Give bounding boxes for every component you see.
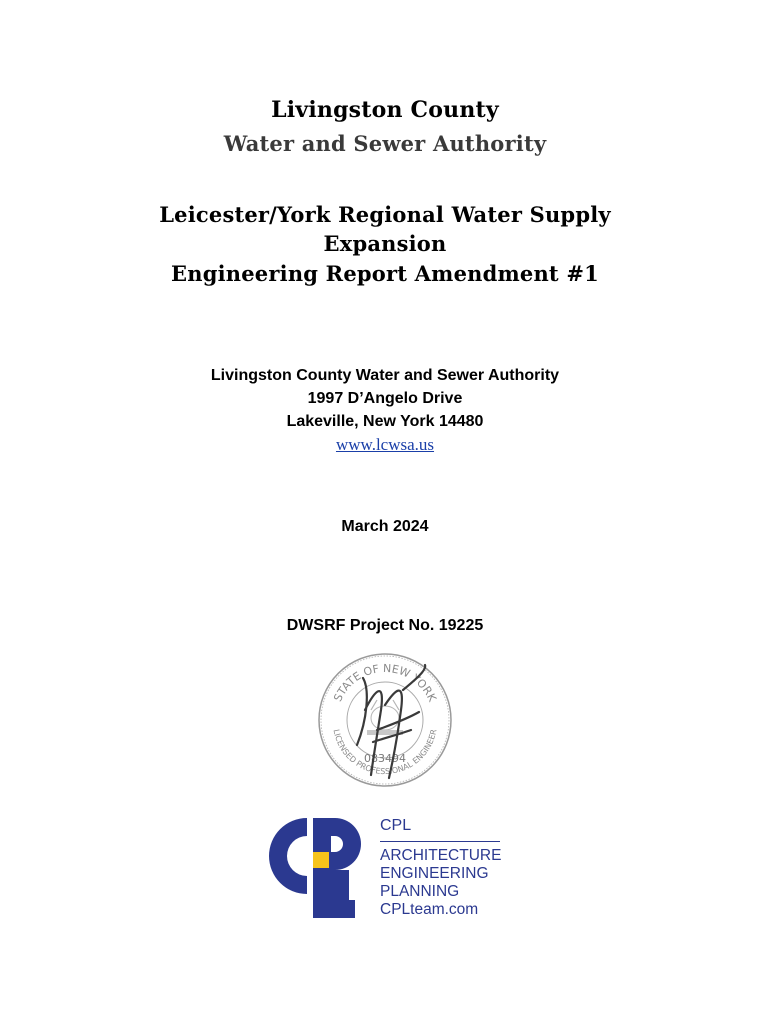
- engineer-seal-icon: [315, 650, 455, 790]
- org-name-line2: Water and Sewer Authority: [223, 131, 547, 156]
- address-name: Livingston County Water and Sewer Authority: [210, 367, 560, 384]
- svg-text:STATE OF NEW YORK: [331, 662, 439, 704]
- logo-line-architecture: ARCHITECTURE: [380, 847, 502, 864]
- website-link[interactable]: www.lcwsa.us: [335, 435, 435, 454]
- report-title-line2: Expansion: [323, 231, 447, 256]
- org-name-line1: Livingston County: [271, 97, 499, 123]
- logo-brand: CPL: [380, 817, 412, 834]
- seal-license-number: 083494: [364, 752, 406, 765]
- logo-line-engineering: ENGINEERING: [380, 865, 489, 882]
- logo-divider: [380, 841, 500, 842]
- report-date: March 2024: [341, 518, 429, 535]
- address-city: Lakeville, New York 14480: [286, 413, 484, 430]
- logo-line-planning: PLANNING: [380, 883, 460, 900]
- logo-website[interactable]: CPLteam.com: [380, 901, 479, 918]
- address-street: 1997 D’Angelo Drive: [307, 390, 463, 407]
- report-title-line1: Leicester/York Regional Water Supply: [159, 202, 611, 227]
- seal-bottom-text: LICENSED PROFESSIONAL ENGINEER: [331, 728, 439, 777]
- seal-top-text: STATE OF NEW YORK: [331, 661, 439, 704]
- report-title-line3: Engineering Report Amendment #1: [171, 261, 599, 286]
- project-number: DWSRF Project No. 19225: [286, 617, 484, 634]
